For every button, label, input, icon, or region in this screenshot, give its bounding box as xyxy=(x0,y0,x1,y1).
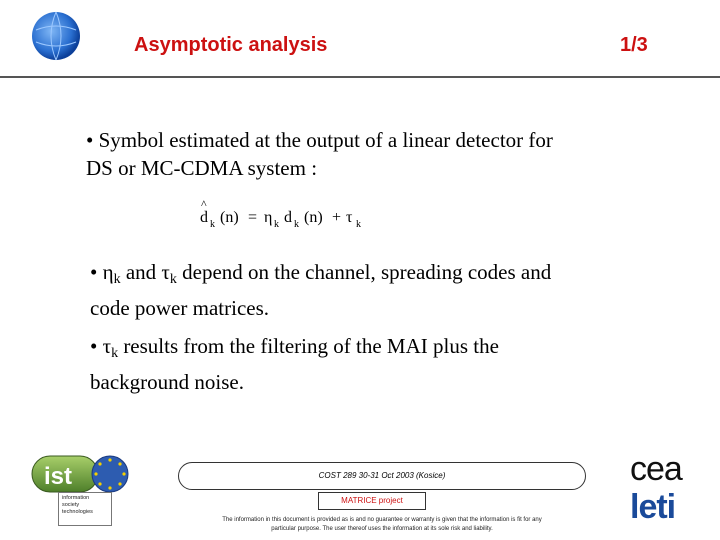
ist-tagline-line-3: technologies xyxy=(62,509,93,515)
eq-eta: η xyxy=(264,209,273,226)
paragraph-3-line-2: background noise. xyxy=(90,370,244,394)
paragraph-2-line-2: code power matrices. xyxy=(90,296,270,320)
eq-sub-k-4: k xyxy=(356,219,361,230)
disclaimer-line-2: particular purpose. The user thereof uses the information at its sole risk and liability. xyxy=(271,526,493,532)
eq-sub-k-2: k xyxy=(274,219,279,230)
subscript-k: k xyxy=(113,272,121,287)
disclaimer-line-1: The information in this document is provided as is and no guarantee or warranty is given that the information is fit for any xyxy=(222,517,542,523)
equation xyxy=(200,196,390,236)
equation-hat: ^ xyxy=(201,197,207,211)
bullet-marker: • xyxy=(90,260,98,284)
conference-label: COST 289 30-31 Oct 2003 (Kosice) xyxy=(318,471,446,480)
bullet-paragraph-2 xyxy=(90,258,551,322)
paragraph-3-line-1-rest: results from the filtering of the MAI plus the xyxy=(123,334,499,358)
project-label: MATRICE project xyxy=(341,496,403,505)
eq-n-1: (n) xyxy=(220,209,239,226)
leti-logo-text: leti xyxy=(630,488,676,522)
and-word: and xyxy=(125,260,157,284)
slide-title: Asymptotic analysis xyxy=(134,34,328,56)
subscript-k: k xyxy=(111,346,119,361)
ist-tagline-line-2: society xyxy=(62,502,80,508)
header-divider xyxy=(0,76,720,78)
paragraph-2-line-1-rest: depend on the channel, spreading codes and xyxy=(182,260,552,284)
ist-logo-text: ist xyxy=(44,463,73,490)
eq-equals: = xyxy=(248,209,258,226)
eq-sub-k-3: k xyxy=(294,219,299,230)
eq-n-2: (n) xyxy=(304,209,323,226)
disclaimer xyxy=(162,516,602,534)
tau-symbol: τ xyxy=(161,260,170,284)
bullet-marker: • xyxy=(90,334,98,358)
eq-sub-k-1: k xyxy=(210,219,215,230)
paragraph-1-line-1: Symbol estimated at the output of a linear detector for xyxy=(98,128,553,152)
eta-symbol: η xyxy=(102,260,114,284)
eq-d: d xyxy=(284,209,292,226)
eq-tau: τ xyxy=(346,209,353,226)
cea-leti-logo-icon xyxy=(626,452,718,522)
slide-number: 1/3 xyxy=(620,34,648,56)
ist-tagline-panel xyxy=(58,492,112,526)
tau-symbol: τ xyxy=(102,334,112,358)
subscript-k: k xyxy=(169,272,177,287)
bullet-marker: • xyxy=(86,128,94,152)
eq-plus: + xyxy=(332,209,342,226)
paragraph-1-line-2: DS or MC-CDMA system : xyxy=(86,156,318,180)
bullet-paragraph-1 xyxy=(86,126,553,182)
cea-logo-text: cea xyxy=(630,452,682,488)
ist-tagline-line-1: information xyxy=(62,495,90,501)
bullet-paragraph-3 xyxy=(90,332,499,396)
globe-logo-icon xyxy=(30,0,82,76)
eq-d-hat: d xyxy=(200,209,208,226)
